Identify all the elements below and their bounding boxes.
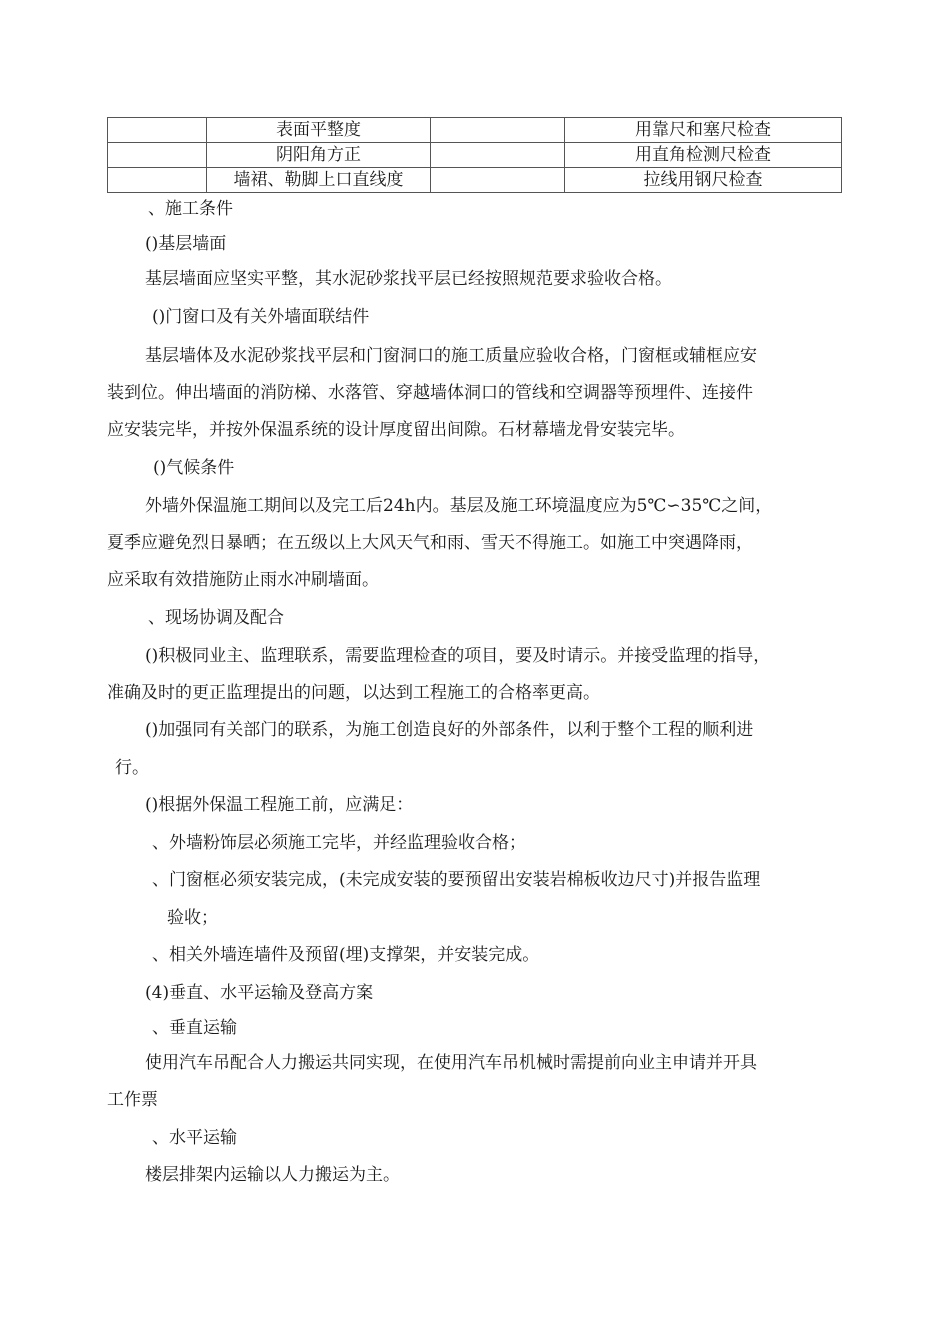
table-cell-value (431, 118, 565, 143)
list-item: 、相关外墙连墙件及预留(埋)支撑架，并安装完成。 (152, 945, 540, 965)
table-cell-blank (108, 168, 207, 193)
subheading-window-openings: ()门窗口及有关外墙面联结件 (152, 307, 370, 327)
table-cell-method: 用靠尺和塞尺检查 (565, 118, 842, 143)
paragraph-line: ()积极同业主、监理联系，需要监理检查的项目，要及时请示。并接受监理的指导， (145, 646, 771, 666)
paragraph-line: 装到位。伸出墙面的消防梯、水落管、穿越墙体洞口的管线和空调器等预埋件、连接件 (107, 383, 753, 403)
paragraph-line: 工作票 (107, 1090, 158, 1110)
list-item: 、外墙粉饰层必须施工完毕，并经监理验收合格； (152, 833, 526, 853)
table-row (108, 118, 842, 143)
section-heading-transport-plan: (4)垂直、水平运输及登高方案 (145, 983, 374, 1003)
table-cell-item: 表面平整度 (207, 118, 431, 143)
section-heading-construction-conditions: 、施工条件 (148, 199, 233, 219)
paragraph-line: 基层墙面应坚实平整，其水泥砂浆找平层已经按照规范要求验收合格。 (145, 269, 672, 289)
paragraph-line: 外墙外保温施工期间以及完工后24h内。基层及施工环境温度应为5℃∽35℃之间， (145, 496, 773, 516)
table-row (108, 143, 842, 168)
paragraph-line: 夏季应避免烈日暴晒；在五级以上大风天气和雨、雪天不得施工。如施工中突遇降雨， (107, 533, 753, 553)
table-cell-value (431, 168, 565, 193)
paragraph-line: 楼层排架内运输以人力搬运为主。 (145, 1165, 400, 1185)
list-item-continuation: 验收； (167, 908, 218, 928)
table-cell-blank (108, 143, 207, 168)
table-cell-item: 墙裙、勒脚上口直线度 (207, 168, 431, 193)
table-cell-method: 拉线用钢尺检查 (565, 168, 842, 193)
paragraph-line: 使用汽车吊配合人力搬运共同实现，在使用汽车吊机械时需提前向业主申请并开具 (145, 1053, 757, 1073)
paragraph-line: 应采取有效措施防止雨水冲刷墙面。 (107, 570, 379, 590)
paragraph-line: ()加强同有关部门的联系，为施工创造良好的外部条件，以利于整个工程的顺利进 (145, 720, 754, 740)
list-item: 、门窗框必须安装完成，(未完成安装的要预留出安装岩棉板收边尺寸)并报告监理 (152, 870, 761, 890)
subheading-vertical-transport: 、垂直运输 (152, 1018, 237, 1038)
subheading-horizontal-transport: 、水平运输 (152, 1128, 237, 1148)
subheading-climate-conditions: ()气候条件 (153, 458, 235, 478)
paragraph-line: ()根据外保温工程施工前，应满足： (145, 795, 414, 815)
table-cell-method: 用直角检测尺检查 (565, 143, 842, 168)
paragraph-line: 行。 (115, 758, 149, 778)
table-cell-item: 阴阳角方正 (207, 143, 431, 168)
table-row (108, 168, 842, 193)
section-heading-site-coordination: 、现场协调及配合 (148, 608, 284, 628)
paragraph-line: 应安装完毕，并按外保温系统的设计厚度留出间隙。石材幕墙龙骨安装完毕。 (107, 420, 685, 440)
inspection-table (107, 117, 842, 193)
paragraph-line: 准确及时的更正监理提出的问题，以达到工程施工的合格率更高。 (107, 683, 600, 703)
table-cell-blank (108, 118, 207, 143)
paragraph-line: 基层墙体及水泥砂浆找平层和门窗洞口的施工质量应验收合格，门窗框或辅框应安 (145, 346, 757, 366)
table-cell-value (431, 143, 565, 168)
subheading-base-wall: ()基层墙面 (145, 234, 227, 254)
